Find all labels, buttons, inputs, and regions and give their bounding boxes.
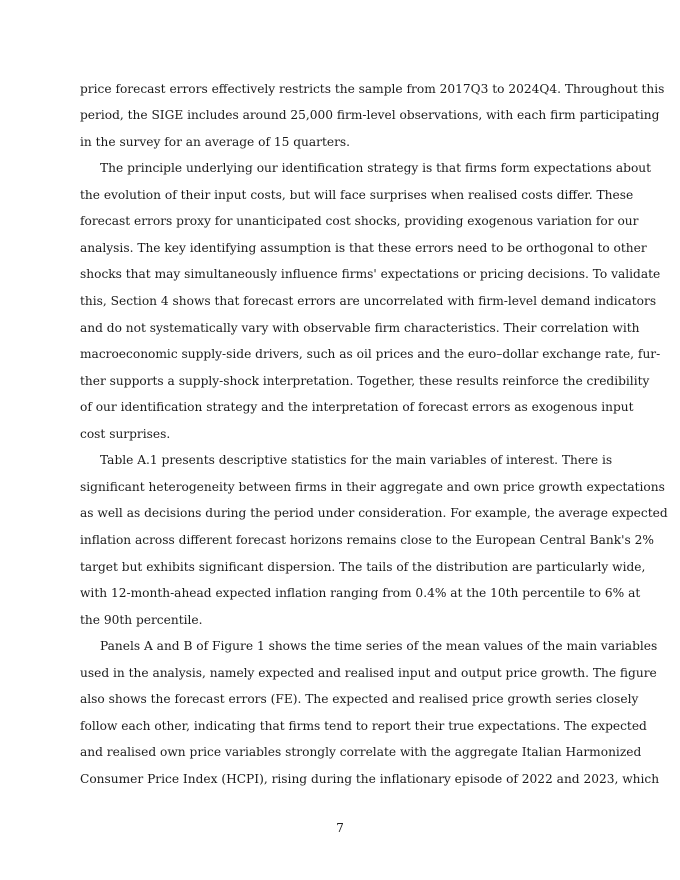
paragraph-4-line-4: follow each other, indicating that firms tend to report their true expectations. The expected — [80, 719, 647, 733]
paragraph-2-line-5: shocks that may simultaneously influence firms' expectations or pricing decisions. To validate — [80, 267, 661, 281]
paragraph-2-line-4: analysis. The key identifying assumption is that these errors need to be orthogonal to other — [80, 241, 647, 255]
paragraph-1-line-2: period, the SIGE includes around 25,000 firm-level observations, with each firm participating — [80, 108, 660, 122]
paragraph-2-line-6: this, Section 4 shows that forecast errors are uncorrelated with firm-level demand indicators — [80, 294, 657, 308]
paragraph-4-line-6: Consumer Price Index (HCPI), rising during the inflationary episode of 2022 and 2023, which — [80, 772, 660, 786]
page-number: 7 — [336, 821, 344, 835]
paragraph-1-line-1: price forecast errors effectively restricts the sample from 2017Q3 to 2024Q4. Throughout this — [80, 82, 665, 96]
paragraph-4-line-5: and realised own price variables strongly correlate with the aggregate Italian Harmonized — [80, 745, 642, 759]
paragraph-3-line-3: as well as decisions during the period under consideration. For example, the average expected — [80, 506, 668, 520]
paragraph-2-line-2: the evolution of their input costs, but will face surprises when realised costs differ. These — [80, 188, 634, 202]
paragraph-3-line-4: inflation across different forecast horizons remains close to the European Central Bank's 2% — [80, 533, 654, 547]
paragraph-3-line-1: Table A.1 presents descriptive statistics for the main variables of interest. There is — [100, 453, 613, 467]
paragraph-2-line-7: and do not systematically vary with observable firm characteristics. Their correlation with — [80, 321, 640, 335]
paragraph-4-line-2: used in the analysis, namely expected and realised input and output price growth. The figure — [80, 666, 657, 680]
paragraph-3-line-6: with 12-month-ahead expected inflation ranging from 0.4% at the 10th percentile to 6% at — [80, 586, 641, 600]
paragraph-3-line-2: significant heterogeneity between firms in their aggregate and own price growth expectations — [80, 480, 665, 494]
paragraph-2-line-9: ther supports a supply-shock interpretation. Together, these results reinforce the credibility — [80, 374, 650, 388]
paragraph-2-line-1: The principle underlying our identification strategy is that firms form expectations about — [100, 161, 652, 175]
paragraph-2-line-10: of our identification strategy and the interpretation of forecast errors as exogenous input — [80, 400, 634, 414]
paragraph-2-line-8: macroeconomic supply-side drivers, such as oil prices and the euro–dollar exchange rate, fur- — [80, 347, 661, 361]
paragraph-3-line-5: target but exhibits significant dispersion. The tails of the distribution are particularly wide, — [80, 560, 646, 574]
paragraph-3-line-7: the 90th percentile. — [80, 613, 203, 627]
paragraph-1-line-3: in the survey for an average of 15 quarters. — [80, 135, 351, 149]
paragraph-2-line-3: forecast errors proxy for unanticipated cost shocks, providing exogenous variation for our — [80, 214, 639, 228]
paragraph-4-line-1: Panels A and B of Figure 1 shows the time series of the mean values of the main variables — [100, 639, 658, 653]
paragraph-4-line-3: also shows the forecast errors (FE). The expected and realised price growth series closely — [80, 692, 639, 706]
paragraph-2-line-11: cost surprises. — [80, 427, 171, 441]
